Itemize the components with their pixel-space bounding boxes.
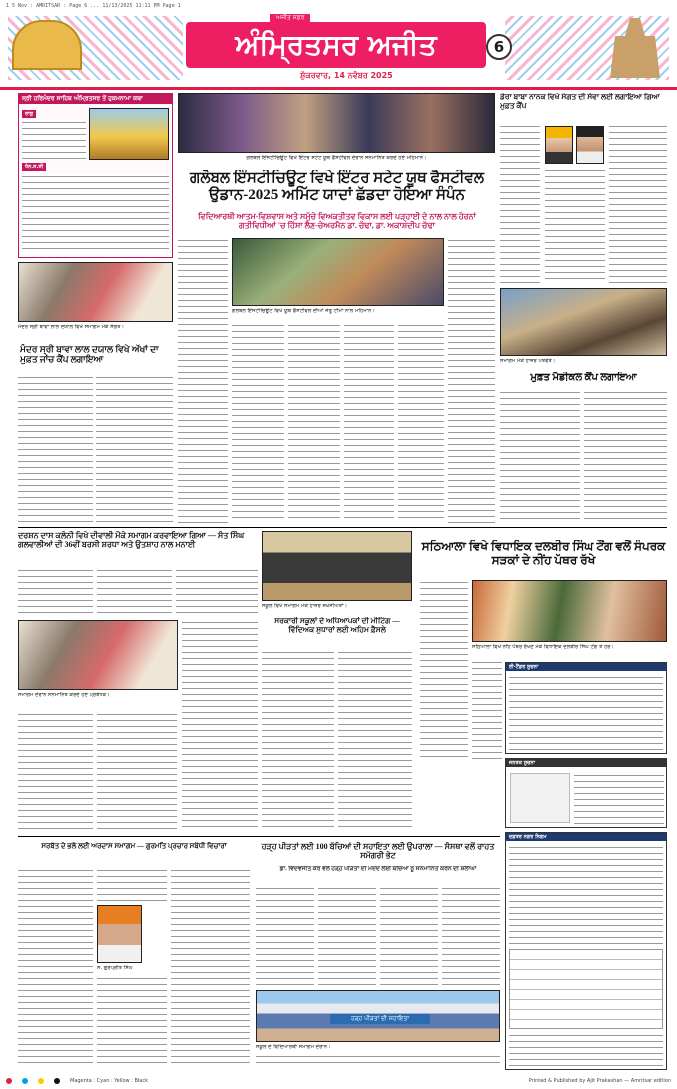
mid-right-photo: [472, 580, 667, 642]
left-photo-caption: ਮੰਦਰ ਸ੍ਰੀ ਬਾਵਾ ਲਾਲ ਦਯਾਲ ਵਿਖੇ ਸਮਾਗਮ ਮੌਕੇ ਸੰਗਤ।: [18, 324, 125, 330]
lead-col5: [448, 238, 495, 523]
municipal-notice: [505, 832, 667, 1070]
notice-table: [509, 949, 663, 1029]
mid-left-photo: [18, 620, 178, 690]
bottom-center-headline: ਹੜ੍ਹ ਪੀੜਤਾਂ ਲਈ 100 ਬੱਚਿਆਂ ਦੀ ਸਹਾਇਤਾ ਲਈ ਉਪਰਾਲਾ — ਸੰਸਥਾ ਵਲੋਂ ਰਾਹਤ ਸਮੱਗਰੀ ਭੇਟ: [261, 842, 495, 861]
right-top-col2: [545, 168, 605, 284]
bottom-center-col3: [380, 886, 438, 986]
mid-left-col1: [18, 568, 93, 618]
bottom-center-banner: ਹੜ੍ਹ ਪੀੜਤਾਂ ਦੀ ਸਹਾਇਤਾ: [330, 1014, 430, 1024]
bottom-left-col2b: [97, 976, 167, 1068]
footer-small-print: Printed & Published by Ajit Prakashan — Amritsar edition: [528, 1077, 671, 1084]
edition-label: ਅਜੀਤ ਸਫ਼ਰ: [270, 14, 310, 22]
page-number: 6: [486, 34, 512, 60]
bottom-center-tail: [256, 1054, 500, 1068]
tender-notice: [505, 662, 667, 754]
lead-inner-photo: [232, 238, 444, 306]
mid-right-col2: [472, 660, 502, 760]
bottom-left-col3: [171, 868, 250, 1068]
mid-left-headline: ਦਰਸ਼ਨ ਦਾਸ ਕਲੋਨੀ ਵਿਖੇ ਦੀਵਾਲੀ ਮੌਕੇ ਸਮਾਗਮ ਕਰਵਾਇਆ ਗਿਆ — ਸੰਤ ਸਿੰਘ ਗਲਵਾਲੀਆਂ ਦੀ 36ਵੀਂ ਬਰਸੀ ਸ਼ਰਧਾ ਅਤੇ ਉਤਸ਼ਾਹ ਨਾਲ ਮਨਾਈ: [18, 531, 245, 550]
lead-col3: [288, 323, 340, 523]
mid-left-col6: [182, 620, 258, 832]
lead-col1: [178, 238, 228, 523]
left-story-headline: ਮੰਦਰ ਸ੍ਰੀ ਬਾਵਾ ਲਾਲ ਦਯਾਲ ਵਿਖੇ ਅੱਖਾਂ ਦਾ ਮੁਫ਼ਤ ਜਾਂਚ ਕੈਂਪ ਲਗਾਇਆ: [20, 344, 159, 365]
notice-stamp: [510, 773, 570, 823]
mid-left-col5: [97, 712, 177, 832]
hukamnama-title: ਸ੍ਰੀ ਹਰਿਮੰਦਰ ਸਾਹਿਬ ਅੰਮ੍ਰਿਤਸਰ ਤੋਂ ਹੁਕਮਨਾਮਾ ਕਥਾ: [19, 94, 172, 104]
black-mark-icon: [54, 1078, 60, 1084]
municipal-notice-footer: [509, 1033, 663, 1067]
bottom-left-headline: ਸਰਬੱਤ ਦੇ ਭਲੇ ਲਈ ਅਰਦਾਸ ਸਮਾਗਮ — ਗੁਰਮਤਿ ਪ੍ਰਚਾਰ ਸਬੰਧੀ ਵਿਚਾਰਾਂ: [41, 842, 227, 850]
left-story-col2: [96, 375, 173, 525]
left-event-photo: [18, 262, 173, 322]
newspaper-title: ਅੰਮ੍ਰਿਤਸਰ ਅਜੀਤ: [186, 22, 486, 68]
lead-col6: [398, 323, 444, 523]
left-story-col1: [18, 375, 93, 525]
right-top-col3: [609, 124, 667, 284]
right-top-col1: [500, 124, 540, 284]
mid-left-caption: ਸਮਾਗਮ ਦੌਰਾਨ ਸਨਮਾਨਿਤ ਕਰਦੇ ਹੋਏ ਪ੍ਰਬੰਧਕ।: [18, 692, 110, 698]
bottom-center-col4: [442, 886, 500, 986]
hukamnama-body: [22, 174, 169, 254]
mid-center-col2: [338, 650, 412, 832]
bottom-center-col1: [256, 886, 314, 986]
lead-subhead: ਵਿਦਿਆਰਥੀ ਆਤਮ-ਵਿਸ਼ਵਾਸ ਅਤੇ ਸਮੁੱਚੇ ਵਿਅਕਤੀਤਵ ਵਿਕਾਸ ਲਈ ਪੜ੍ਹਾਈ ਦੇ ਨਾਲ ਨਾਲ ਹੋਰਨਾਂ ਗਤੀਵਿਧੀਆਂ 'ਚ ਹਿੱਸਾ ਲੈਣ-ਚੇਅਰਮੈਨ ਡਾ. ਚੱਢਾ, ਡਾ. ਅਕਾਸ਼ਦੀਪ ਚੱਢਾ: [198, 212, 476, 231]
section-divider: [18, 527, 667, 528]
yellow-mark-icon: [38, 1078, 44, 1084]
tender-notice-title: ਈ-ਟੈਂਡਰ ਸੂਚਨਾ: [506, 663, 666, 671]
right-top-photo: [500, 288, 667, 356]
lead-col4: [344, 323, 394, 523]
bottom-center-caption: ਸਕੂਲ ਦੇ ਵਿਦਿਆਰਥੀ ਸਮਾਗਮ ਦੌਰਾਨ।: [256, 1044, 331, 1050]
lead-col2: [232, 323, 284, 523]
mid-right-headline: ਸਠਿਆਲਾ ਵਿਖੇ ਵਿਧਾਇਕ ਦਲਬੀਰ ਸਿੰਘ ਟੌਂਗ ਵਲੋਂ ਸੰਪਰਕ ਸੜਕਾਂ ਦੇ ਨੀਂਹ ਪੱਥਰ ਰੱਖੇ: [421, 540, 666, 567]
hukamnama-subtitle: ਧੰਨ.ਸ.ਸੀ: [22, 163, 46, 171]
mid-center-caption: ਸਕੂਲ ਵਿਖੇ ਸਮਾਗਮ ਮੌਕੇ ਹਾਜ਼ਰ ਸ਼ਖ਼ਸੀਅਤਾਂ।: [262, 603, 348, 609]
magenta-mark-icon: [6, 1078, 12, 1084]
mid-center-col1: [262, 650, 334, 832]
mid-left-col3: [176, 568, 258, 618]
mid-left-col2: [97, 568, 172, 618]
lead-inner-caption: ਗਲੋਬਲ ਇੰਸਟੀਚਿਊਟ ਵਿਖੇ ਯੂਥ ਫੈਸਟੀਵਲ ਦੀਆਂ ਜੇਤੂ ਟੀਮਾਂ ਨਾਲ ਮਹਿਮਾਨ।: [232, 308, 375, 314]
masthead: [0, 14, 677, 90]
print-slug: 1 5 Nov : AMRITSAR : Page 6 ... 11/13/2025 11:11 PM Page 1: [6, 3, 181, 9]
municipal-notice-title: ਦਫ਼ਤਰ ਨਗਰ ਨਿਗਮ: [506, 833, 666, 841]
lead-photo-caption: ਗਲੋਬਲ ਇੰਸਟੀਚਿਊਟ ਵਿਖੇ ਇੰਟਰ ਸਟੇਟ ਯੂਥ ਫੈਸਟੀਵਲ ਦੌਰਾਨ ਸਨਮਾਨਿਤ ਕਰਦੇ ਹੋਏ ਮਹਿਮਾਨ।: [246, 155, 427, 161]
page-footer: [0, 1072, 677, 1089]
mid-left-col4: [18, 712, 93, 832]
municipal-notice-body: [509, 845, 663, 945]
bottom-center-col2: [318, 886, 376, 986]
golden-temple-icon: [12, 20, 82, 70]
hukamnama-text: [22, 120, 86, 160]
hukamnama-raag: ਰਾਗੁ: [22, 110, 36, 118]
public-notice-title: ਜਨਤਕ ਸੂਚਨਾ: [506, 759, 666, 767]
cyan-mark-icon: [22, 1078, 28, 1084]
portrait-1: [545, 126, 573, 164]
public-notice: [505, 758, 667, 828]
mid-center-headline: ਸਰਕਾਰੀ ਸਕੂਲਾਂ ਦੇ ਅਧਿਆਪਕਾਂ ਦੀ ਮੀਟਿੰਗ — ਵਿੱਦਿਅਕ ਸੁਧਾਰਾਂ ਲਈ ਅਹਿਮ ਫ਼ੈਸਲੇ: [274, 617, 400, 634]
medical-col1: [500, 390, 580, 520]
lead-photo: [178, 93, 495, 153]
registration-code: Magenta : Cyan : Yellow : Black: [70, 1077, 149, 1084]
dateline: ਸ਼ੁੱਕਰਵਾਰ, 14 ਨਵੰਬਰ 2025: [300, 71, 393, 80]
medical-camp-headline: ਮੁਫ਼ਤ ਮੈਡੀਕਲ ਕੈਂਪ ਲਗਾਇਆ: [530, 372, 637, 383]
right-top-caption: ਸਮਾਗਮ ਮੌਕੇ ਹਾਜ਼ਰ ਪਤਵੰਤੇ।: [500, 358, 556, 364]
mid-right-col1: [420, 580, 468, 760]
bottom-left-col1: [18, 868, 93, 1068]
mid-center-photo: [262, 531, 412, 601]
right-top-headline: ਡੇਰਾ ਬਾਬਾ ਨਾਨਕ ਵਿਖੇ ਸੰਗਤ ਦੀ ਸੇਵਾ ਲਈ ਲਗਾਇਆ ਗਿਆ ਮੁਫ਼ਤ ਕੈਂਪ: [500, 93, 660, 110]
portrait-photo: [97, 905, 142, 963]
portrait-2: [576, 126, 604, 164]
medical-col2: [584, 390, 667, 520]
section-divider-2: [18, 836, 500, 837]
bottom-left-col2a: [97, 868, 167, 902]
public-notice-body: [574, 773, 664, 825]
golden-temple-photo: [89, 108, 169, 160]
lead-headline: ਗਲੋਬਲ ਇੰਸਟੀਚਿਊਟ ਵਿਖੇ ਇੰਟਰ ਸਟੇਟ ਯੂਥ ਫੈਸਟੀਵਲ ਉਡਾਨ-2025 ਅਮਿੱਟ ਯਾਦਾਂ ਛੱਡਦਾ ਹੋਇਆ ਸੰਪੰਨ: [189, 170, 484, 204]
bottom-center-subhead: ਡਾ. ਵਿਦਵਜੀਤ ਕੌਰ ਵਲੋਂ ਹੜ੍ਹ ਪੀੜਤਾਂ ਦੀ ਮਦਦ ਲਈ ਬੱਚਿਆਂ ਨੂੰ ਸਨਮਾਨਿਤ ਕਰਨ ਦੀ ਸ਼ਲਾਘਾ: [279, 866, 477, 872]
portrait-caption: ਸ. ਗੁਰਪ੍ਰੀਤ ਸਿੰਘ: [97, 965, 133, 971]
tender-notice-body: [509, 675, 663, 751]
hukamnama-box: [18, 93, 173, 258]
mid-right-caption: ਸਠਿਆਲਾ ਵਿਖੇ ਨੀਂਹ ਪੱਥਰ ਰੱਖਣ ਮੌਕੇ ਵਿਧਾਇਕ ਦਲਬੀਰ ਸਿੰਘ ਟੌਂਗ ਤੇ ਹੋਰ।: [472, 644, 614, 650]
